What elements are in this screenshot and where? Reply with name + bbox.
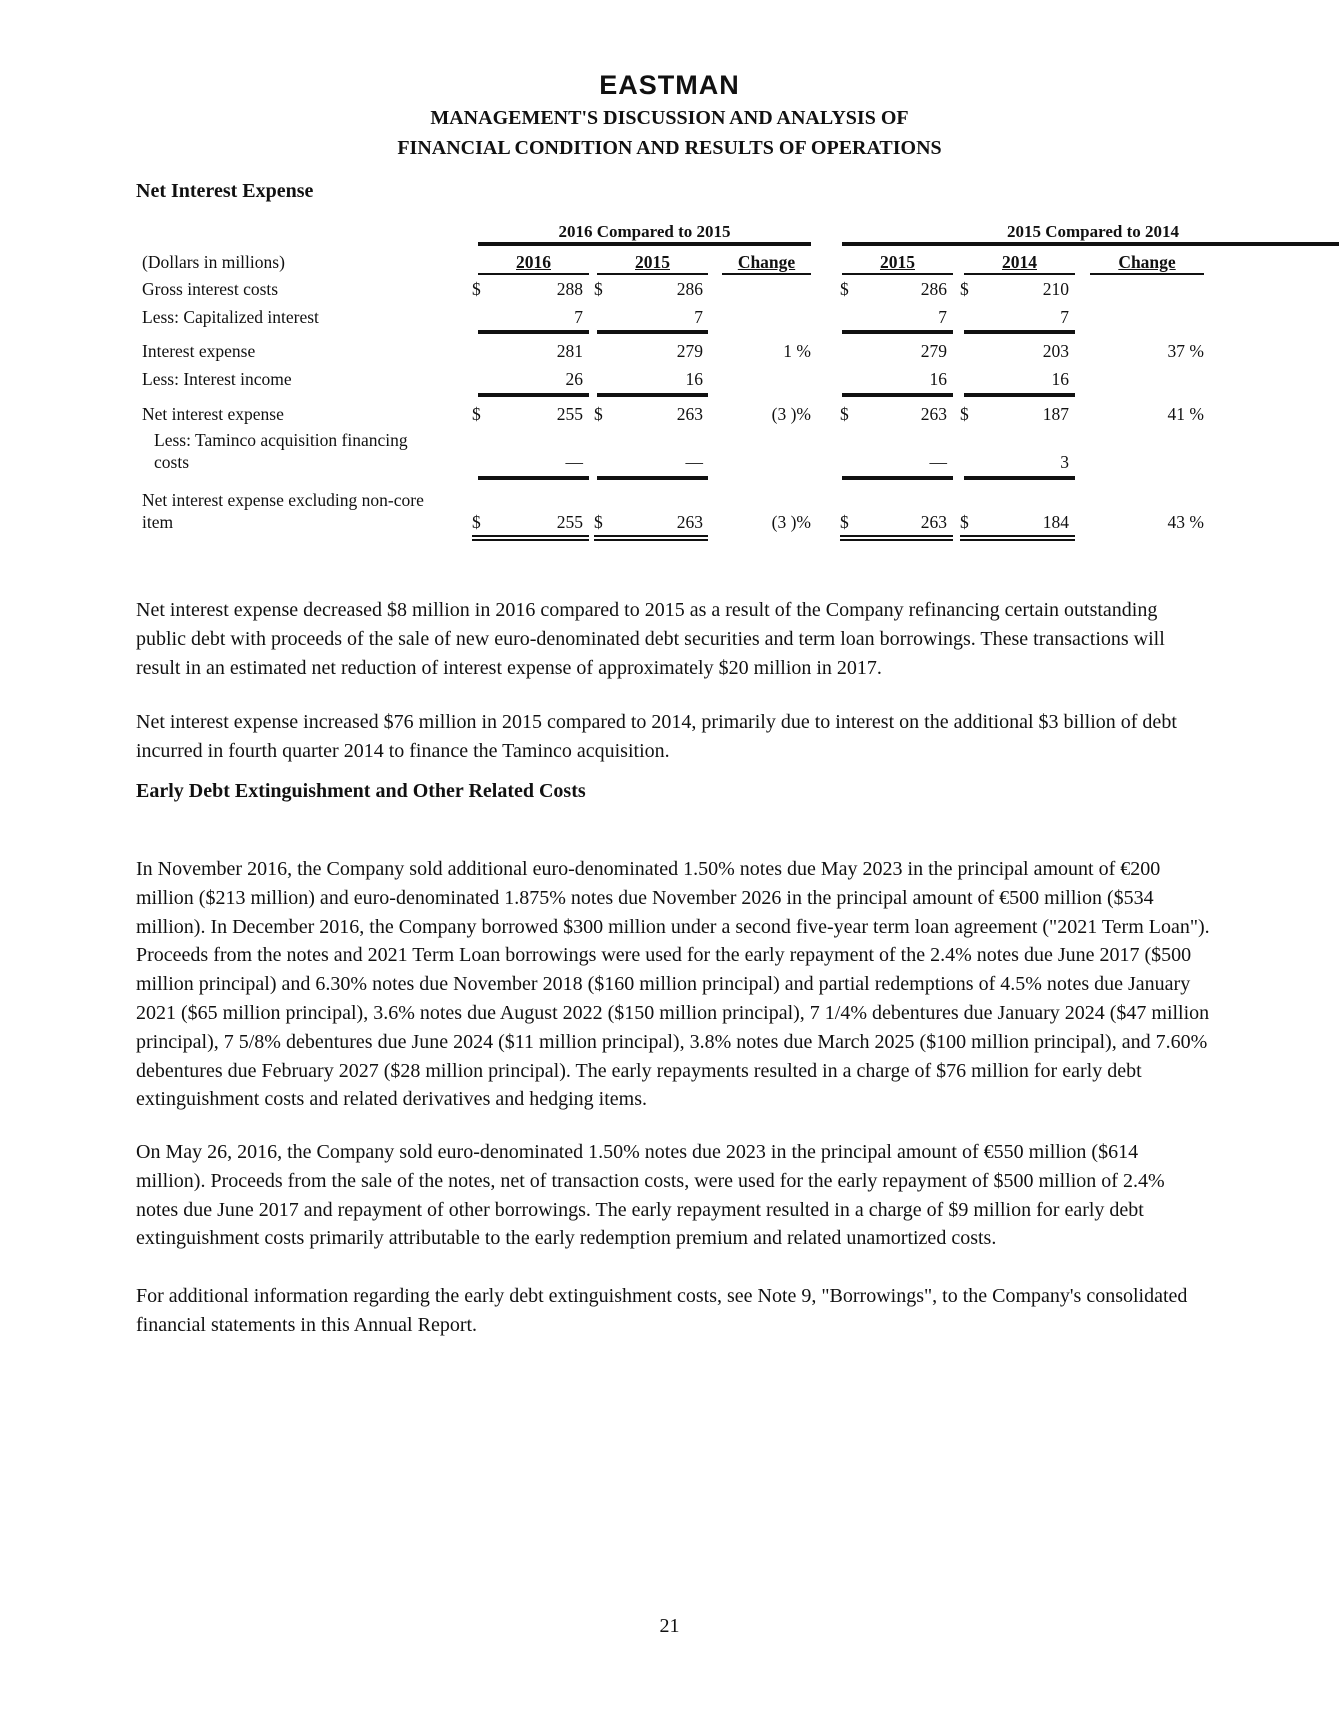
group-header-2015-vs-2014: 2015 Compared to 2014 [1006,222,1180,241]
col-header-2016: 2016 [516,252,551,272]
net-interest-expense-table [142,0,1222,560]
col-rule [964,273,1075,275]
cell-change-1: (3 )% [771,512,811,532]
eastman-logo: EASTMAN [599,70,740,100]
paragraph-may-2016-notes: On May 26, 2016, the Company sold euro-denominated 1.50% notes due 2023 in the principal amount of €550 million ($614 million). Proceeds from the sale of the notes, net of transaction costs, were used for the early repayment of $500 million of 2.4% notes due June 2017 and repayment of other borrowings. The early repayment resulted in a charge of $9 million for early debt extinguishment costs primarily attributable to the early redemption premium and related unamortized costs. [136,1141,1165,1250]
cell-change-1: (3 )% [771,404,811,424]
cell-dollar: $ [840,279,849,299]
page-number: 21 [659,1615,680,1637]
subtotal-rule [964,476,1075,480]
cell-dollar: $ [472,279,481,299]
paragraph-november-2016-notes: In November 2016, the Company sold additional euro-denominated 1.50% notes due May 2023 in the principal amount of €200 million ($213 million) and euro-denominated 1.875% notes due November 2026 in the principal amount of €500 million ($534 million). In December 2016, the Company borrowed $300 million under a second five-year term loan agreement ("2021 Term Loan"). Proceeds from the notes and 2021 Term Loan borrowings were used for the early repayment of the 2.4% notes due June 2017 ($500 million principal) and 6.30% notes due November 2018 ($160 million principal) and partial redemptions of 4.5% notes due January 2021 ($65 million principal), 3.6% notes due August 2022 ($150 million principal), 7 1/4% debentures due January 2024 ($47 million principal), 7 5/8% debentures due June 2024 ($11 million principal), 3.8% notes due March 2025 ($100 million principal), and 7.60% debentures due February 2027 ($28 million principal). The early repayments resulted in a charge of $76 million for early debt extinguishment costs and related derivatives and hedging items. [136,858,1210,1111]
subtotal-rule [842,476,953,480]
subtotal-rule [597,330,708,334]
row-label: Net interest expense [142,404,284,424]
cell-2015-b: 263 [920,404,947,424]
subtotal-rule [597,393,708,397]
cell-2014: 3 [1060,452,1069,472]
subtotal-rule [478,393,589,397]
cell-2015: — [685,452,703,472]
col-rule [842,273,953,275]
subtotal-rule [964,393,1075,397]
row-label-line2: costs [154,452,189,472]
cell-dollar: $ [594,512,603,532]
cell-dollar: $ [472,404,481,424]
group-header-2016-vs-2015: 2016 Compared to 2015 [558,222,731,241]
row-label: Interest expense [142,341,256,361]
row-label: Gross interest costs [142,279,279,299]
cell-2014: 203 [1042,341,1069,361]
col-header-2015: 2015 [635,252,670,272]
cell-2016: 255 [556,404,583,424]
total-double-rule [472,539,589,541]
cell-2016: — [565,452,583,472]
cell-dollar: $ [960,404,969,424]
report-title-line1: MANAGEMENT'S DISCUSSION AND ANALYSIS OF [430,107,909,129]
cell-dollar: $ [840,512,849,532]
total-double-rule [840,535,953,537]
total-double-rule [960,535,1075,537]
cell-2014: 210 [1042,279,1069,299]
paragraph-2015-vs-2014: Net interest expense increased $76 million in 2015 compared to 2014, primarily due to interest on the additional $3 billion of debt incurred in fourth quarter 2014 to finance the Taminco acquisition. [136,711,1177,762]
cell-2014: 16 [1051,369,1069,389]
units-label: (Dollars in millions) [142,252,285,272]
subtotal-rule [842,330,953,334]
cell-2015: 16 [685,369,703,389]
subtotal-rule [964,330,1075,334]
cell-dollar: $ [960,279,969,299]
subtotal-rule [478,476,589,480]
row-label-line2: item [142,512,174,532]
cell-2015: 7 [694,307,703,327]
col-header-change-2: Change [1118,252,1176,272]
cell-dollar: $ [960,512,969,532]
total-double-rule [960,539,1075,541]
cell-2015: 263 [676,404,703,424]
total-double-rule [472,535,589,537]
row-label: Less: Capitalized interest [142,307,319,327]
cell-2014: 7 [1060,307,1069,327]
row-label-line1: Net interest expense excluding non-core [142,490,424,510]
paragraph-additional-information: For additional information regarding the early debt extinguishment costs, see Note 9, "Borrowings", to the Company's consolidated financial statements in this Annual Report. [136,1285,1188,1336]
cell-2015: 279 [676,341,703,361]
cell-2015-b: 263 [920,512,947,532]
cell-2015-b: 279 [920,341,947,361]
row-label: Less: Interest income [142,369,292,389]
cell-2015-b: — [929,452,947,472]
cell-dollar: $ [594,279,603,299]
section-title-net-interest-expense: Net Interest Expense [136,180,314,202]
cell-2016: 288 [556,279,583,299]
cell-2014: 187 [1042,404,1069,424]
col-rule [478,273,589,275]
col-header-2014: 2014 [1002,252,1037,272]
total-double-rule [594,539,708,541]
cell-change-2: 43 % [1167,512,1204,532]
cell-dollar: $ [472,512,481,532]
cell-change-2: 37 % [1167,341,1204,361]
subtotal-rule [597,476,708,480]
col-rule [597,273,708,275]
row-label-line1: Less: Taminco acquisition financing [154,430,408,450]
total-double-rule [840,539,953,541]
cell-2016: 255 [556,512,583,532]
cell-dollar: $ [594,404,603,424]
cell-2014: 184 [1042,512,1069,532]
cell-2015: 286 [676,279,703,299]
paragraph-2016-vs-2015: Net interest expense decreased $8 million in 2016 compared to 2015 as a result of the Company refinancing certain outstanding public debt with proceeds of the sale of new euro-denominated debt securities and term loan borrowings. These transactions will result in an estimated net reduction of interest expense of approximately $20 million in 2017. [136,599,1165,679]
subtotal-rule [842,393,953,397]
cell-2016: 281 [556,341,583,361]
col-header-change-1: Change [737,252,796,272]
section-title-early-debt-extinguishment: Early Debt Extinguishment and Other Related Costs [136,780,586,802]
cell-2015-b: 7 [938,307,947,327]
cell-2015-b: 16 [929,369,947,389]
subtotal-rule [478,330,589,334]
cell-change-2: 41 % [1167,404,1204,424]
cell-2016: 26 [565,369,583,389]
cell-2015-b: 286 [920,279,947,299]
group-rule-2 [842,242,1339,246]
cell-2016: 7 [574,307,583,327]
cell-dollar: $ [840,404,849,424]
total-double-rule [594,535,708,537]
col-header-2015-b: 2015 [880,252,915,272]
col-rule [1090,273,1204,275]
cell-change-1: 1 % [783,341,811,361]
cell-2015: 263 [676,512,703,532]
group-rule-1 [478,242,811,246]
col-rule [722,273,811,275]
report-title-line2: FINANCIAL CONDITION AND RESULTS OF OPERATIONS [397,137,942,159]
